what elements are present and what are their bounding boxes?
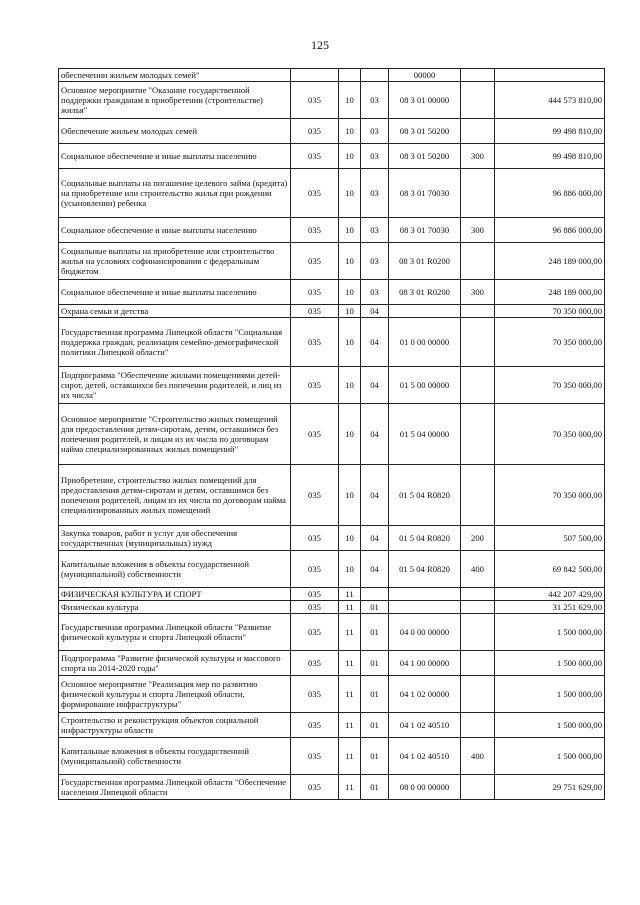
row-admin-code: 035 [291, 305, 339, 318]
row-section: 11 [339, 588, 361, 601]
row-amount: 70 350 000,00 [495, 318, 605, 367]
row-section: 11 [339, 601, 361, 614]
row-amount: 1 500 000,00 [495, 676, 605, 713]
row-expense-type [461, 775, 495, 800]
row-section: 10 [339, 551, 361, 588]
row-admin-code: 035 [291, 775, 339, 800]
row-amount: 70 350 000,00 [495, 404, 605, 465]
row-section: 11 [339, 775, 361, 800]
row-name: Основное мероприятие "Реализация мер по развитию физической культуры и спорта Липецкой области, формирование инфраструктуры" [59, 676, 291, 713]
table-row [59, 119, 605, 144]
row-target-article: 04 1 02 40510 [389, 713, 461, 738]
row-admin-code: 035 [291, 318, 339, 367]
row-expense-type: 400 [461, 738, 495, 775]
row-subsection: 01 [361, 614, 389, 651]
row-target-article [389, 588, 461, 601]
row-section: 11 [339, 738, 361, 775]
table-body [59, 69, 605, 800]
row-subsection: 04 [361, 305, 389, 318]
row-target-article: 08 3 01 R0200 [389, 280, 461, 305]
row-name: Подпрограмма "Обеспечение жилыми помещениями детей-сирот, детей, оставшихся без попечения родителей, и лиц из их числа" [59, 367, 291, 404]
row-section: 10 [339, 82, 361, 119]
row-admin-code: 035 [291, 280, 339, 305]
row-name: Социальное обеспечение и иные выплаты населению [59, 280, 291, 305]
row-amount: 99 498 810,00 [495, 144, 605, 169]
row-expense-type: 400 [461, 551, 495, 588]
row-name: Подпрограмма "Развитие физической культуры и массового спорта на 2014-2020 годы" [59, 651, 291, 676]
table-row [59, 588, 605, 601]
row-section: 10 [339, 119, 361, 144]
row-amount: 442 207 429,00 [495, 588, 605, 601]
row-expense-type: 300 [461, 144, 495, 169]
row-target-article: 08 3 01 R0200 [389, 243, 461, 280]
row-amount: 29 751 629,00 [495, 775, 605, 800]
table-row [59, 601, 605, 614]
table-row [59, 713, 605, 738]
table-row [59, 367, 605, 404]
row-target-article: 01 5 04 R0820 [389, 526, 461, 551]
row-expense-type [461, 69, 495, 82]
row-name: Обеспечение жильем молодых семей [59, 119, 291, 144]
row-expense-type: 300 [461, 280, 495, 305]
row-admin-code: 035 [291, 82, 339, 119]
table-row [59, 526, 605, 551]
row-admin-code: 035 [291, 367, 339, 404]
table-row [59, 651, 605, 676]
row-expense-type [461, 676, 495, 713]
row-name: Социальные выплаты на приобретение или строительство жилья на условиях софинансирования с федеральным бюджетом [59, 243, 291, 280]
row-subsection: 04 [361, 318, 389, 367]
row-subsection: 03 [361, 218, 389, 243]
row-section: 10 [339, 318, 361, 367]
row-subsection: 04 [361, 526, 389, 551]
row-amount [495, 69, 605, 82]
row-admin-code: 035 [291, 119, 339, 144]
row-amount: 1 500 000,00 [495, 713, 605, 738]
row-target-article: 01 0 00 00000 [389, 318, 461, 367]
row-target-article: 04 1 02 40510 [389, 738, 461, 775]
table-row [59, 614, 605, 651]
row-expense-type [461, 601, 495, 614]
row-expense-type [461, 318, 495, 367]
row-name: Основное мероприятие "Строительство жилых помещений для предоставления детям-сиротам, детям, оставшимся без попечения родителей, и лицам из их числа по договорам найма специализированных жилых помещений" [59, 404, 291, 465]
row-target-article: 08 3 01 70030 [389, 218, 461, 243]
row-target-article: 08 3 01 50200 [389, 144, 461, 169]
row-subsection: 04 [361, 404, 389, 465]
row-amount: 248 189 000,00 [495, 280, 605, 305]
row-subsection: 01 [361, 775, 389, 800]
row-expense-type [461, 305, 495, 318]
row-subsection: 01 [361, 676, 389, 713]
row-subsection [361, 69, 389, 82]
row-section: 10 [339, 367, 361, 404]
row-expense-type [461, 367, 495, 404]
row-admin-code: 035 [291, 614, 339, 651]
row-name: Закупка товаров, работ и услуг для обеспечения государственных (муниципальных) нужд [59, 526, 291, 551]
row-admin-code: 035 [291, 465, 339, 526]
row-expense-type: 200 [461, 526, 495, 551]
row-subsection: 01 [361, 651, 389, 676]
table-row [59, 144, 605, 169]
row-target-article [389, 305, 461, 318]
table-row [59, 404, 605, 465]
row-section: 11 [339, 614, 361, 651]
row-name: обеспечении жильем молодых семей" [59, 69, 291, 82]
row-section: 10 [339, 243, 361, 280]
row-expense-type [461, 119, 495, 144]
row-subsection: 04 [361, 551, 389, 588]
row-target-article: 04 1 02 00000 [389, 676, 461, 713]
row-section: 10 [339, 169, 361, 218]
row-subsection: 03 [361, 82, 389, 119]
row-target-article [389, 601, 461, 614]
row-amount: 70 350 000,00 [495, 367, 605, 404]
row-admin-code: 035 [291, 651, 339, 676]
row-amount: 31 251 629,00 [495, 601, 605, 614]
row-expense-type [461, 82, 495, 119]
row-name: Строительство и реконструкция объектов социальной инфраструктуры области [59, 713, 291, 738]
row-amount: 96 886 000,00 [495, 169, 605, 218]
row-target-article: 08 3 01 00000 [389, 82, 461, 119]
row-amount: 1 500 000,00 [495, 651, 605, 676]
row-target-article: 01 5 00 00000 [389, 367, 461, 404]
table-row [59, 280, 605, 305]
row-amount: 1 500 000,00 [495, 738, 605, 775]
row-name: Социальное обеспечение и иные выплаты населению [59, 218, 291, 243]
table-row [59, 318, 605, 367]
row-section: 11 [339, 651, 361, 676]
table-row [59, 305, 605, 318]
row-target-article: 01 5 04 R0820 [389, 465, 461, 526]
table-row [59, 775, 605, 800]
row-section: 10 [339, 218, 361, 243]
row-name: ФИЗИЧЕСКАЯ КУЛЬТУРА И СПОРТ [59, 588, 291, 601]
row-name: Капитальные вложения в объекты государственной (муниципальной) собственности [59, 551, 291, 588]
row-name: Физическая культура [59, 601, 291, 614]
row-amount: 507 500,00 [495, 526, 605, 551]
row-admin-code [291, 69, 339, 82]
row-subsection: 03 [361, 144, 389, 169]
row-name: Приобретение, строительство жилых помещений для предоставления детям-сиротам и детям, оставшимся без попечения родителей, лицам из их числа по договорам найма специализированных жилых помещений [59, 465, 291, 526]
row-amount: 99 498 810,00 [495, 119, 605, 144]
row-target-article: 04 1 00 00000 [389, 651, 461, 676]
row-admin-code: 035 [291, 243, 339, 280]
row-admin-code: 035 [291, 601, 339, 614]
row-amount: 70 350 000,00 [495, 465, 605, 526]
row-expense-type [461, 404, 495, 465]
row-section: 10 [339, 305, 361, 318]
row-amount: 248 189 000,00 [495, 243, 605, 280]
row-amount: 444 573 810,00 [495, 82, 605, 119]
table-row [59, 676, 605, 713]
row-subsection: 03 [361, 243, 389, 280]
row-name: Социальные выплаты на погашение целевого займа (кредита) на приобретение или строительство жилья при рождении (усыновлении) ребенка [59, 169, 291, 218]
row-subsection: 04 [361, 367, 389, 404]
table-row [59, 69, 605, 82]
table-row [59, 243, 605, 280]
row-admin-code: 035 [291, 713, 339, 738]
row-admin-code: 035 [291, 404, 339, 465]
table-row [59, 82, 605, 119]
row-name: Государственная программа Липецкой области "Развитие физической культуры и спорта Липецкой области" [59, 614, 291, 651]
row-target-article: 08 3 01 50200 [389, 119, 461, 144]
row-amount: 1 500 000,00 [495, 614, 605, 651]
row-name: Капитальные вложения в объекты государственной (муниципальной) собственности [59, 738, 291, 775]
page-number: 125 [311, 38, 329, 52]
table-row [59, 551, 605, 588]
row-amount: 70 350 000,00 [495, 305, 605, 318]
row-admin-code: 035 [291, 218, 339, 243]
row-section: 10 [339, 144, 361, 169]
row-admin-code: 035 [291, 588, 339, 601]
table-row [59, 218, 605, 243]
row-amount: 69 842 500,00 [495, 551, 605, 588]
row-subsection: 01 [361, 601, 389, 614]
row-subsection [361, 588, 389, 601]
row-target-article: 08 3 01 70030 [389, 169, 461, 218]
row-section [339, 69, 361, 82]
row-expense-type [461, 651, 495, 676]
row-section: 10 [339, 526, 361, 551]
row-section: 10 [339, 280, 361, 305]
row-target-article: 00000 [389, 69, 461, 82]
row-section: 11 [339, 676, 361, 713]
row-subsection: 03 [361, 169, 389, 218]
row-target-article: 04 0 00 00000 [389, 614, 461, 651]
row-expense-type [461, 588, 495, 601]
row-section: 10 [339, 465, 361, 526]
row-expense-type [461, 465, 495, 526]
row-section: 11 [339, 713, 361, 738]
row-expense-type: 300 [461, 218, 495, 243]
row-name: Государственная программа Липецкой области "Социальная поддержка граждан, реализация семейно-демографической политики Липецкой области" [59, 318, 291, 367]
row-subsection: 03 [361, 280, 389, 305]
row-subsection: 01 [361, 713, 389, 738]
row-target-article: 01 5 04 R0820 [389, 551, 461, 588]
row-subsection: 03 [361, 119, 389, 144]
row-target-article: 01 5 04 00000 [389, 404, 461, 465]
row-target-article: 08 0 00 00000 [389, 775, 461, 800]
row-name: Социальное обеспечение и иные выплаты населению [59, 144, 291, 169]
row-section: 10 [339, 404, 361, 465]
table-row [59, 169, 605, 218]
row-name: Основное мероприятие "Оказание государственной поддержки гражданам в приобретении (строительстве) жилья" [59, 82, 291, 119]
table-row [59, 465, 605, 526]
row-admin-code: 035 [291, 144, 339, 169]
row-expense-type [461, 169, 495, 218]
row-subsection: 01 [361, 738, 389, 775]
budget-table [58, 68, 605, 800]
row-name: Охрана семьи и детства [59, 305, 291, 318]
table-row [59, 738, 605, 775]
row-name: Государственная программа Липецкой области "Обеспечение населения Липецкой области [59, 775, 291, 800]
row-admin-code: 035 [291, 526, 339, 551]
row-subsection: 04 [361, 465, 389, 526]
row-expense-type [461, 713, 495, 738]
row-admin-code: 035 [291, 551, 339, 588]
row-expense-type [461, 614, 495, 651]
row-amount: 96 886 000,00 [495, 218, 605, 243]
row-admin-code: 035 [291, 676, 339, 713]
row-admin-code: 035 [291, 738, 339, 775]
row-admin-code: 035 [291, 169, 339, 218]
row-expense-type [461, 243, 495, 280]
